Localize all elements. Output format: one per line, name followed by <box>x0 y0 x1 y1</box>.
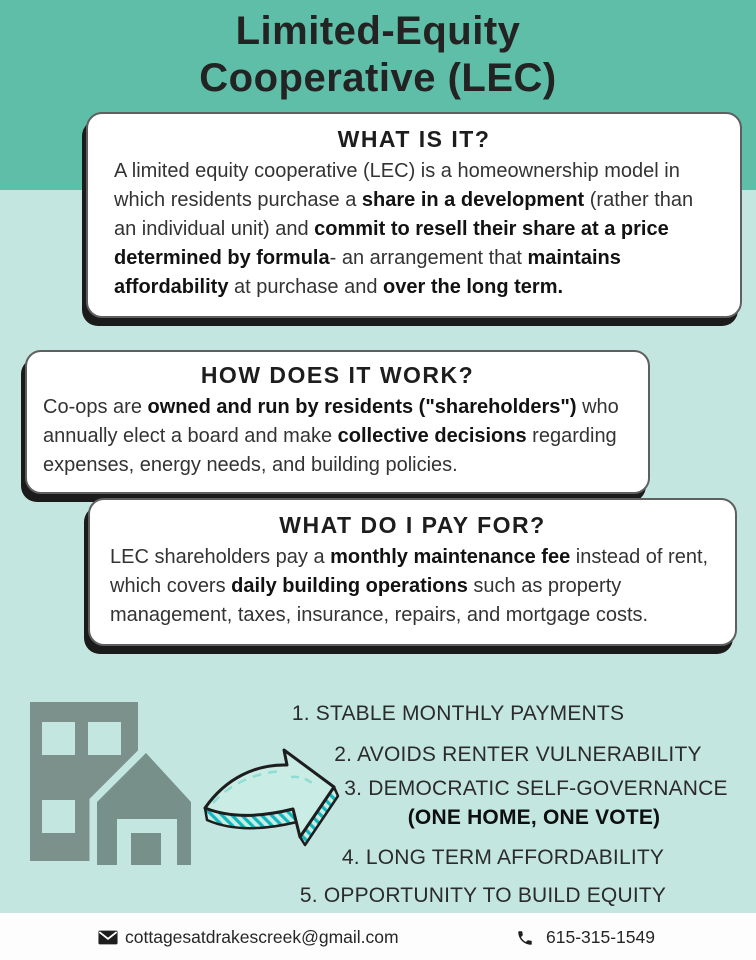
benefit-item-label: 4. LONG TERM AFFORDABILITY <box>341 846 665 869</box>
benefit-item-5 <box>300 884 666 908</box>
card-how-does-it-work <box>25 350 650 494</box>
card-what-is-it-heading: WHAT IS IT? <box>337 126 491 152</box>
card-how-does-it-work-heading: HOW DOES IT WORK? <box>200 362 475 388</box>
building-house-icon <box>28 698 192 865</box>
envelope-icon <box>98 930 118 945</box>
page-title <box>0 8 756 102</box>
benefits-list <box>260 695 756 908</box>
contact-phone <box>516 927 655 948</box>
benefit-item-2 <box>334 743 701 767</box>
benefit-item-sublabel: (ONE HOME, ONE VOTE) <box>407 806 661 829</box>
card-what-do-i-pay-for <box>88 498 737 646</box>
benefit-item-label: 3. DEMOCRATIC SELF-GOVERNANCE <box>344 777 728 800</box>
footer-bar <box>0 913 756 960</box>
benefit-item-1 <box>292 702 624 726</box>
card-what-do-i-pay-for-body: LEC shareholders pay a monthly maintenance fee instead of rent, which covers daily building operations such as property management, taxes, insurance, repairs, and mortgage costs. <box>110 546 709 626</box>
benefit-item-label: 1. STABLE MONTHLY PAYMENTS <box>291 702 625 725</box>
card-what-is-it <box>86 112 742 318</box>
card-what-is-it-body: A limited equity cooperative (LEC) is a homeownership model in which residents purchase a share in a development (rather than an individual unit) and commit to resell their share at a price determined by formula- an arrangement that maintains affordability at purchase and over the long term. <box>114 160 694 298</box>
card-how-does-it-work-body: Co-ops are owned and run by residents ("shareholders") who annually elect a board and make collective decisions regarding expenses, energy needs, and building policies. <box>43 396 619 476</box>
contact-phone-text: 615-315-1549 <box>546 927 655 947</box>
contact-email <box>98 927 399 948</box>
benefit-item-3 <box>344 777 727 830</box>
phone-icon <box>516 929 534 947</box>
benefit-item-label: 2. AVOIDS RENTER VULNERABILITY <box>334 743 702 766</box>
page-title-line1: Limited-Equity <box>235 9 521 53</box>
benefit-item-4 <box>342 846 664 870</box>
benefit-item-label: 5. OPPORTUNITY TO BUILD EQUITY <box>299 884 667 907</box>
page-title-line2: Cooperative (LEC) <box>199 56 557 100</box>
contact-email-text: cottagesatdrakescreek@gmail.com <box>125 927 399 947</box>
card-what-do-i-pay-for-heading: WHAT DO I PAY FOR? <box>279 512 546 538</box>
